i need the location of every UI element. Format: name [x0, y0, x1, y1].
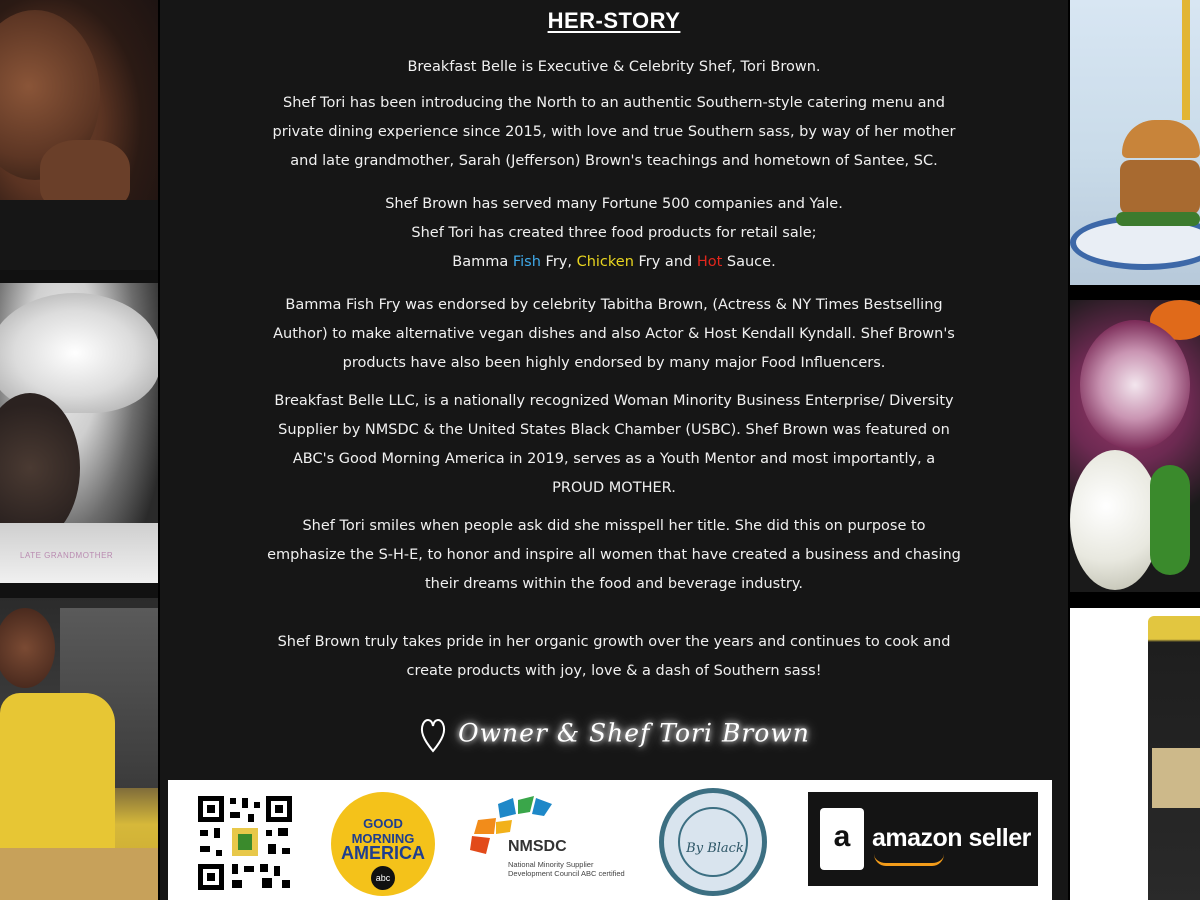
intro-paragraph [160, 53, 1068, 82]
endorsement-paragraph [160, 291, 1068, 378]
recognition-paragraph [160, 387, 1068, 503]
title-paragraph [160, 512, 1068, 599]
story-panel [160, 0, 1068, 900]
text-line: Shef Brown has served many Fortune 500 companies and Yale. [385, 196, 843, 212]
amazon-seller-text: amazon seller [872, 824, 1031, 852]
text-line: Shef Brown truly takes pride in her organic growth over the years and continues to cook and [277, 634, 951, 650]
chef-portrait-photo [0, 0, 158, 270]
text-line: Breakfast Belle LLC, is a nationally recognized Woman Minority Business Enterprise/ Diversity [274, 393, 954, 409]
amazon-tag-icon [820, 808, 864, 870]
text-line: Shef Tori smiles when people ask did she misspell her title. She did this on purpose to [302, 518, 926, 534]
abc-badge: abc [371, 866, 395, 890]
product-text: Sauce. [722, 254, 776, 270]
text-line: emphasize the S-H-E, to honor and inspire all women that have created a business and chasing [267, 547, 961, 563]
product-text: Bamma [452, 254, 513, 270]
grandmother-caption: LATE GRANDMOTHER [20, 551, 114, 560]
products-paragraph [160, 190, 1068, 277]
qr-code-icon[interactable] [196, 794, 294, 892]
text-line: Author) to make alternative vegan dishes and also Actor & Host Kendall Kyndall. Shef Brown's [273, 326, 955, 342]
closing-paragraph [160, 628, 1068, 686]
text-line: PROUD MOTHER. [552, 480, 676, 496]
product-fish: Fish [512, 254, 541, 270]
text-line: Breakfast Belle is Executive & Celebrity Shef, Tori Brown. [407, 59, 821, 75]
text-line: Supplier by NMSDC & the United States Black Chamber (USBC). Shef Brown was featured on [278, 422, 950, 438]
heart-icon [418, 715, 448, 755]
nmsdc-logo[interactable] [468, 794, 638, 890]
text-line: Shef Tori has been introducing the North to an authentic Southern-style catering menu and [283, 95, 945, 111]
text-line: products have also been highly endorsed by many major Food Influencers. [342, 355, 886, 371]
nmsdc-subtitle: National Minority Supplier Development Council ABC certified [508, 860, 625, 878]
amazon-a: a [833, 820, 851, 853]
amazon-smile-icon [874, 854, 944, 866]
amazon-seller-logo[interactable] [808, 792, 1038, 886]
gma-line: MORNING [351, 831, 415, 846]
partner-logos [168, 780, 1052, 900]
gma-line: GOOD [363, 816, 403, 831]
text-line: Shef Tori has created three food products for retail sale; [411, 225, 817, 241]
chef-kitchen-photo [0, 598, 158, 900]
by-black-logo[interactable] [659, 788, 767, 896]
page-title: HER-STORY [547, 8, 681, 33]
history-paragraph [160, 89, 1068, 176]
good-morning-america-logo[interactable] [331, 792, 435, 896]
text-line: private dining experience since 2015, with love and true Southern sass, by way of her mother [272, 124, 956, 140]
text-line: create products with joy, love & a dash of Southern sass! [406, 663, 822, 679]
chicken-sandwich-photo [1070, 0, 1200, 285]
text-line: Bamma Fish Fry was endorsed by celebrity Tabitha Brown, (Actress & NY Times Bestselling [285, 297, 943, 313]
gma-line: AMERICA [341, 843, 425, 863]
text-line: ABC's Good Morning America in 2019, serves as a Youth Mentor and most importantly, a [292, 451, 936, 467]
nmsdc-name: NMSDC [508, 838, 567, 855]
product-chicken: Chicken [576, 254, 634, 270]
vegetables-photo [1070, 300, 1200, 592]
product-text: Fry, [540, 254, 577, 270]
by-black-text: By Black [686, 841, 744, 856]
text-line: and late grandmother, Sarah (Jefferson) Brown's teachings and hometown of Santee, SC. [290, 153, 938, 169]
signature-text: Owner & Shef Tori Brown [458, 718, 810, 748]
signature [160, 715, 1068, 755]
product-hot: Hot [696, 254, 723, 270]
product-list [168, 248, 1060, 277]
grandmother-photo [0, 283, 158, 583]
text-line: their dreams within the food and beverage industry. [424, 576, 804, 592]
product-bag-photo [1070, 608, 1200, 900]
product-text: Fry and [633, 254, 697, 270]
